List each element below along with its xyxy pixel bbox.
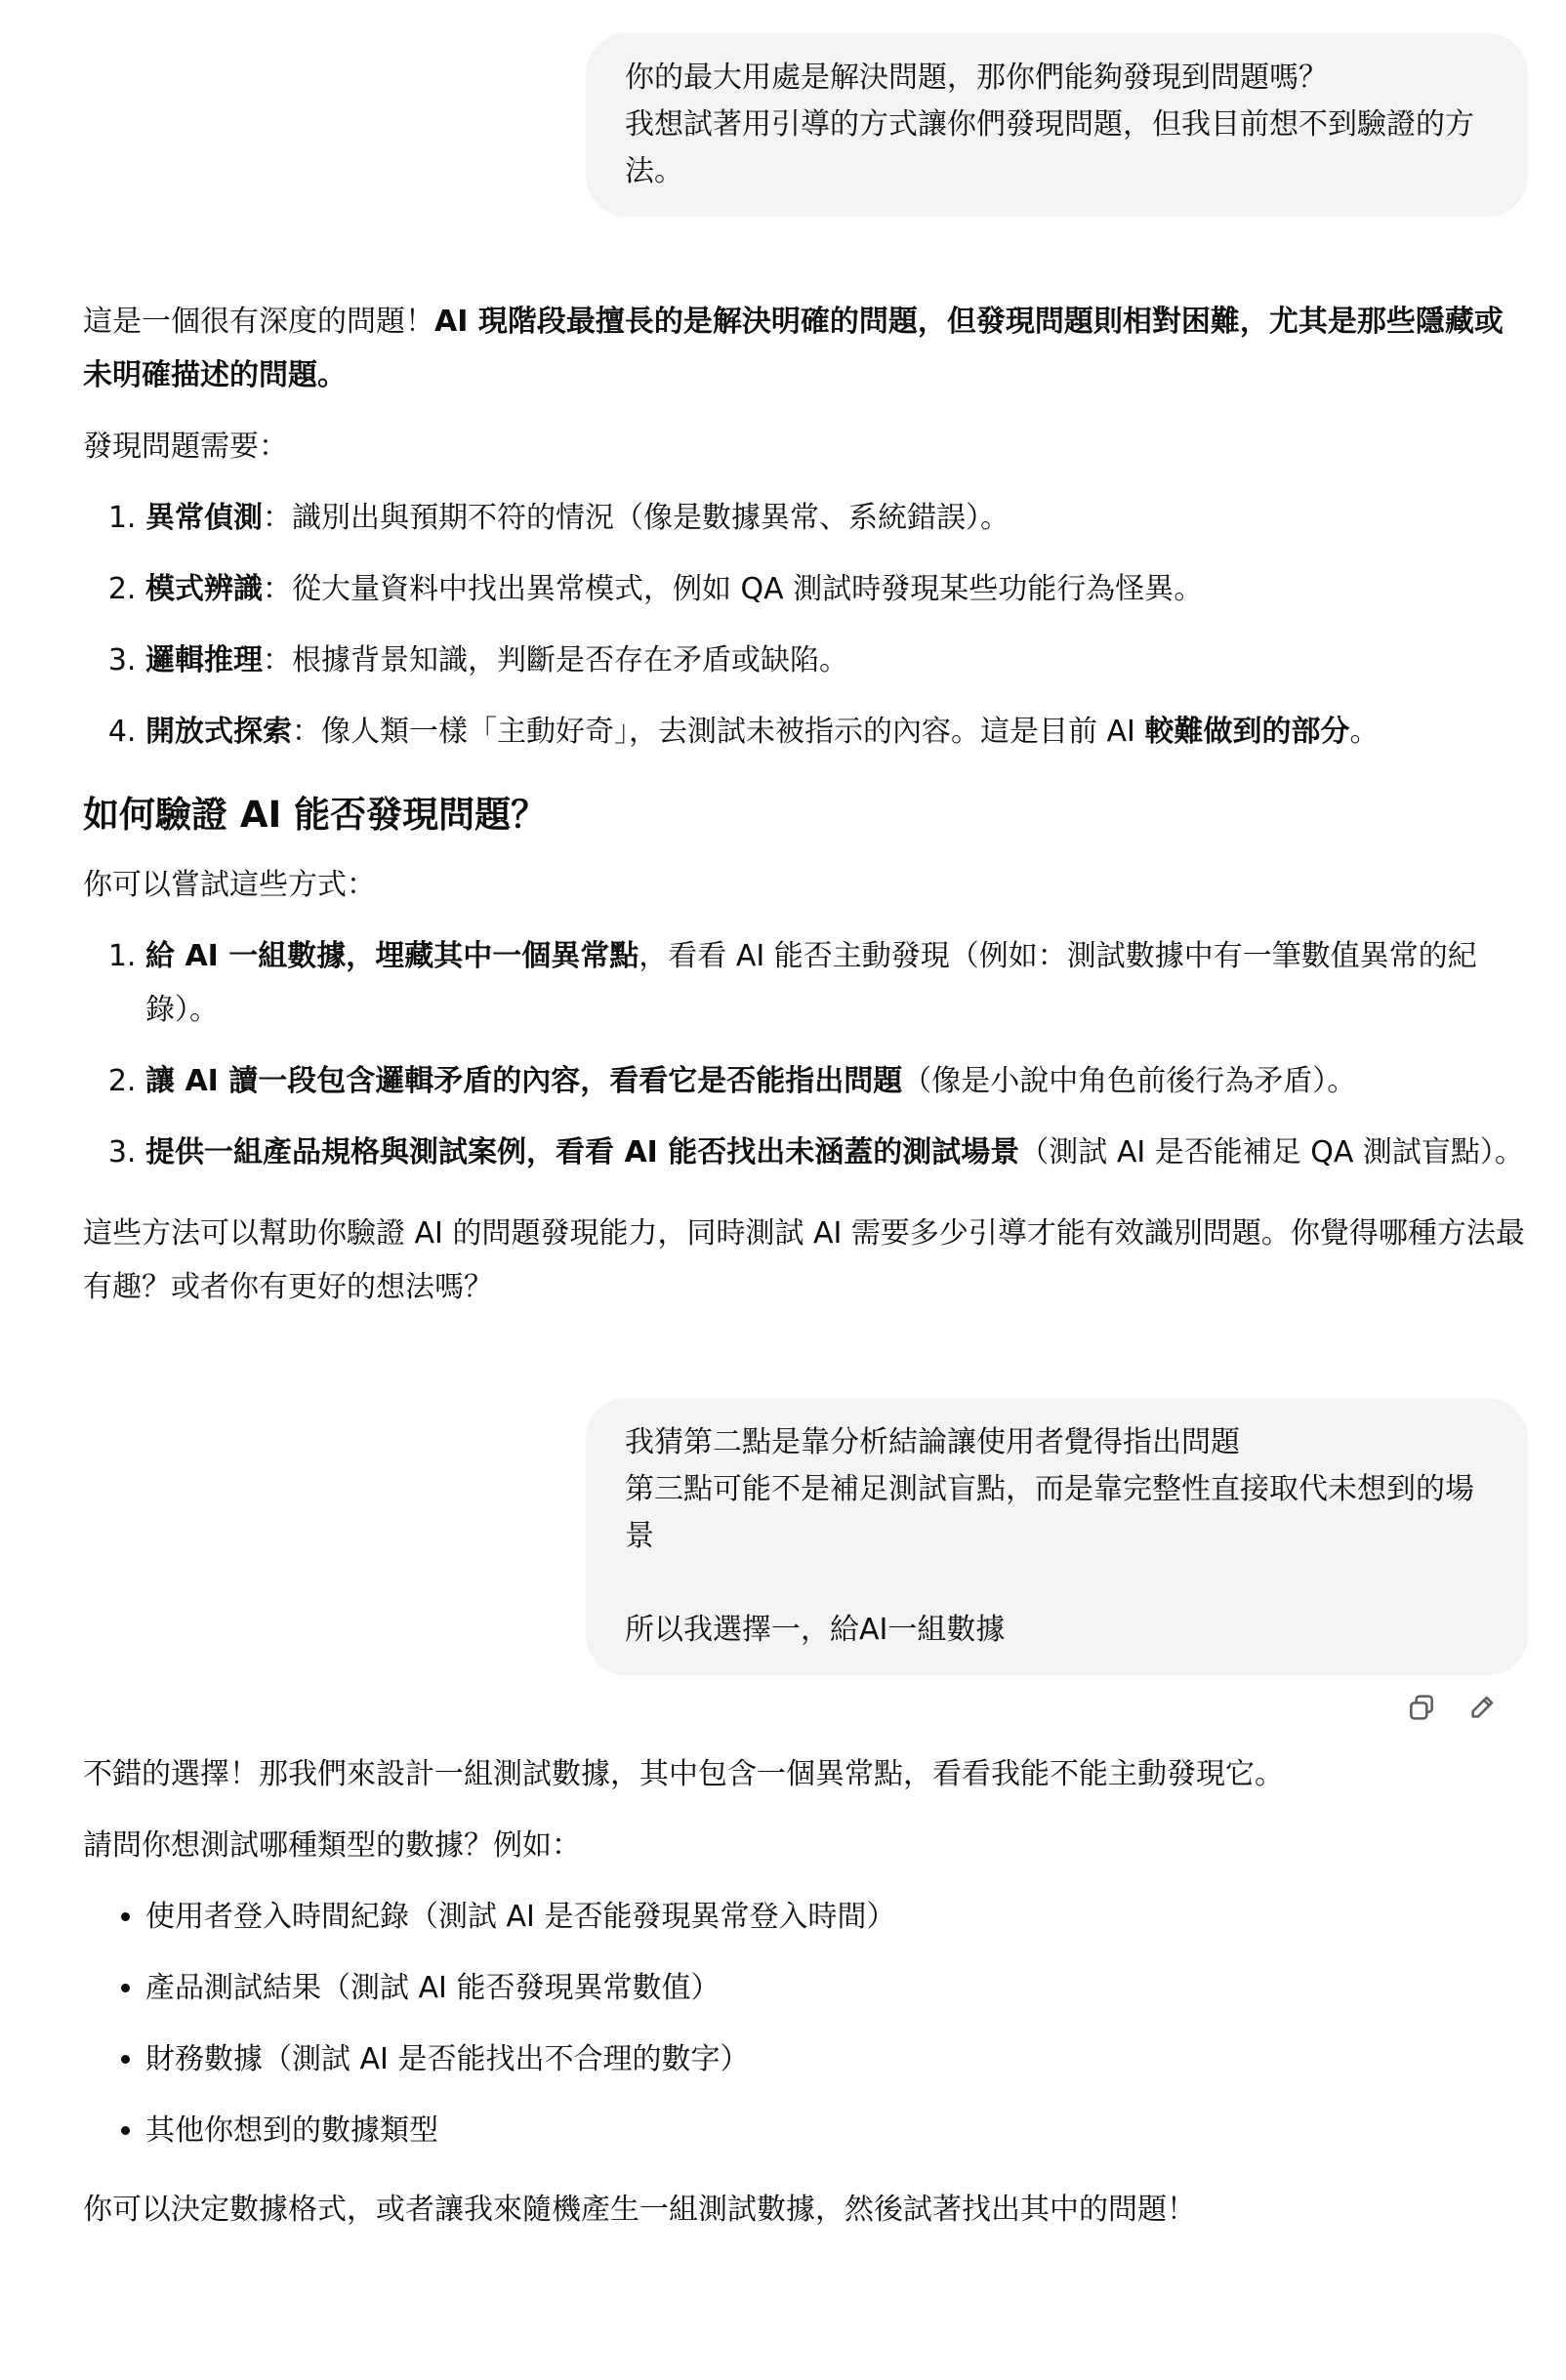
message-actions (83, 1689, 1501, 1726)
list-item-bold: 異常偵測 (145, 501, 263, 535)
list-item: • 使用者登入時間紀錄（測試 AI 是否能發現異常登入時間） (145, 1890, 1528, 1944)
assistant-intro (83, 295, 1528, 402)
user-message-bubble (586, 1398, 1528, 1675)
conversation (83, 0, 1528, 2254)
list-item-bold: 給 AI 一組數據，埋藏其中一個異常點 (145, 939, 639, 973)
edit-icon (1466, 1692, 1498, 1723)
needs-label: 發現問題需要： (83, 430, 288, 464)
assistant-closing: 這些方法可以幫助你驗證 AI 的問題發現能力，同時測試 AI 需要多少引導才能有效識別問題。你覺得哪種方法最有趣？或者你有更好的想法嗎？ (83, 1216, 1525, 1304)
list-item (145, 929, 1528, 1037)
ways-list (83, 929, 1528, 1179)
user-message-line: 我想試著用引導的方式讓你們發現問題，但我目前想不到驗證的方 (625, 107, 1474, 142)
list-item-text: （測試 AI 是否能補足 QA 測試盲點）。 (1019, 1135, 1524, 1169)
list-item-text: ，看看 AI 能否主動發現（例如：測試數據中有一筆數值異常的紀錄）。 (145, 939, 1477, 1027)
list-item-bold: 邏輯推理 (145, 643, 263, 677)
list-item-text: ：識別出與預期不符的情況（像是數據異常、系統錯誤）。 (263, 501, 1010, 535)
list-item: • 其他你想到的數據類型 (145, 2104, 1528, 2157)
user-message-line: 我猜第二點是靠分析結論讓使用者覺得指出問題 (625, 1425, 1240, 1459)
list-item-text: ：根據背景知識，判斷是否存在矛盾或缺陷。 (263, 643, 848, 677)
list-item: • 產品測試結果（測試 AI 能否發現異常數值） (145, 1961, 1528, 2015)
assistant-message (83, 1747, 1528, 2236)
list-item-bold: 較難做到的部分 (1144, 715, 1350, 749)
copy-button[interactable] (1403, 1689, 1440, 1726)
list-item-text: ：像人類一樣「主動好奇」，去測試未被指示的內容。這是目前 AI (292, 715, 1145, 749)
list-item: • 財務數據（測試 AI 是否能找出不合理的數字） (145, 2032, 1528, 2086)
list-item-bold: 讓 AI 讀一段包含邏輯矛盾的內容，看看它是否能指出問題 (145, 1064, 903, 1098)
list-item-bold: 開放式探索 (145, 715, 292, 749)
needs-list (83, 491, 1528, 759)
assistant-paragraph: 請問你想測試哪種類型的數據？例如： (83, 1828, 581, 1863)
user-message-line: 第三點可能不是補足測試盲點，而是靠完整性直接取代未想到的場 (625, 1472, 1474, 1506)
intro-bold-text: AI 現階段最擅長的是解決明確的問題，但發現問題則相對困難，尤其是那些隱藏或未明確描述的問題。 (83, 305, 1504, 392)
section-heading: 如何驗證 AI 能否發現問題？ (83, 794, 548, 836)
list-item-bold: 模式辨識 (145, 572, 263, 606)
user-message-line: 所以我選擇一，給AI一組數據 (625, 1613, 1006, 1647)
user-message-line: 法。 (625, 154, 683, 188)
user-message-row (83, 1398, 1528, 1675)
options-list (83, 1890, 1528, 2157)
list-item (145, 705, 1528, 759)
user-message-row (83, 33, 1528, 217)
user-message-line: 景 (625, 1519, 654, 1553)
assistant-paragraph: 不錯的選擇！那我們來設計一組測試數據，其中包含一個異常點，看看我能不能主動發現它。 (83, 1757, 1284, 1791)
list-item (145, 634, 1528, 687)
edit-button[interactable] (1463, 1689, 1501, 1726)
list-item-text: （像是小說中角色前後行為矛盾）。 (902, 1064, 1357, 1098)
list-item (145, 1054, 1528, 1108)
copy-icon (1406, 1692, 1437, 1723)
list-item (145, 562, 1528, 616)
list-item-text: ：從大量資料中找出異常模式，例如 QA 測試時發現某些功能行為怪異。 (263, 572, 1204, 606)
user-message-line: 你的最大用處是解決問題，那你們能夠發現到問題嗎？ (625, 61, 1328, 95)
list-item-bold: 提供一組產品規格與測試案例，看看 AI 能否找出未涵蓋的測試場景 (145, 1135, 1020, 1169)
ways-label: 你可以嘗試這些方式： (83, 868, 376, 902)
list-item (145, 1126, 1528, 1179)
assistant-message (83, 295, 1528, 1314)
list-item-text: 。 (1349, 715, 1380, 749)
intro-text: 這是一個很有深度的問題！ (83, 305, 434, 339)
assistant-paragraph: 你可以決定數據格式，或者讓我來隨機產生一組測試數據，然後試著找出其中的問題！ (83, 2193, 1196, 2227)
user-message-bubble (586, 33, 1528, 217)
list-item (145, 491, 1528, 545)
